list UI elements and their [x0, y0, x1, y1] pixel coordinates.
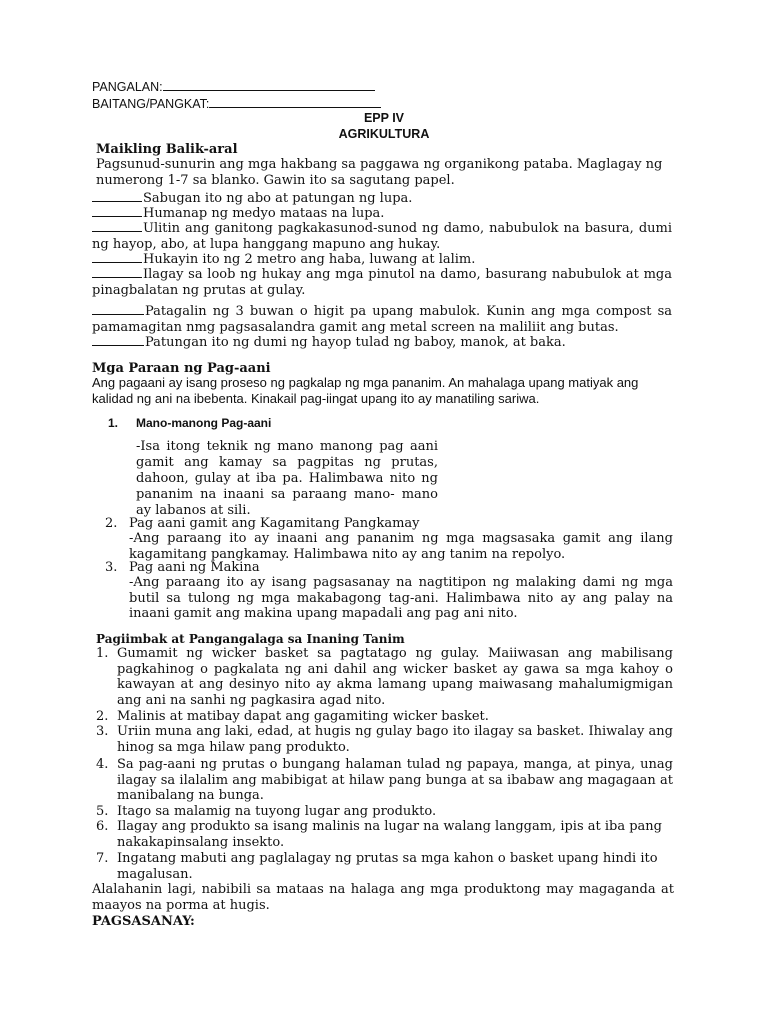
storage-item: Itago sa malamig na tuyong lugar ang produkto.: [117, 804, 437, 819]
storage-number: 5.: [96, 804, 109, 819]
storage-number: 2.: [96, 709, 109, 724]
review-item-text: Sabugan ito ng abo at patungan ng lupa.: [143, 191, 413, 206]
review-item: [92, 265, 672, 298]
review-item-text: Hukayin ito ng 2 metro ang haba, luwang at lalim.: [143, 252, 476, 267]
storage-number: 1.: [96, 646, 109, 661]
method-desc: -Ang paraang ito ay isang pagsasanay na nagtitipon ng malaking dami ng mga butil sa tulong ng mga makabagong tag-ani. Halimbawa nito ay ang palay na inaani gamit ang makina upang mapadali ang pag ani nito.: [129, 575, 673, 621]
storage-item: Ingatang mabuti ang paglalagay ng prutas sa mga kahon o basket upang hindi ito magalusan.: [117, 851, 658, 882]
harvest-title: Mga Paraan ng Pag-aani: [92, 361, 271, 376]
review-item: [92, 333, 682, 351]
topic-title: AGRIKULTURA: [338, 127, 430, 141]
review-item-text: Ilagay sa loob ng hukay ang mga pinutol na damo, basurang nabubulok at mga pinagbalatan ng prutas at gulay.: [92, 267, 672, 298]
storage-item: Ilagay ang produkto sa isang malinis na lugar na walang langgam, ipis at iba pang nakakapinsalang insekto.: [117, 819, 662, 850]
review-item-text: Patungan ito ng dumi ng hayop tulad ng baboy, manok, at baka.: [145, 335, 566, 350]
grade-field: [92, 95, 381, 111]
reminder-text: Alalahanin lagi, nabibili sa mataas na halaga ang mga produktong may magaganda at maayos na porma at hugis.: [92, 882, 674, 913]
review-item: [92, 219, 672, 252]
answer-blank[interactable]: [92, 265, 142, 278]
review-instruction: Pagsunud-sunurin ang mga hakbang sa paggawa ng organikong pataba. Maglagay ng numerong 1-7 sa blanko. Gawin ito sa sagutang papel.: [96, 157, 663, 188]
answer-blank[interactable]: [92, 333, 144, 346]
answer-blank[interactable]: [92, 219, 142, 232]
answer-blank[interactable]: [92, 250, 142, 263]
name-label: PANGALAN:: [92, 80, 163, 94]
review-item-text: Patagalin ng 3 buwan o higit pa upang mabulok. Kunin ang mga compost sa pamamagitan nmg pagsasalandra gamit ang metal screen na maliliit ang butas.: [92, 304, 672, 335]
method-name: Pag aani gamit ang Kagamitang Pangkamay: [129, 516, 420, 531]
grade-blank[interactable]: [209, 95, 381, 108]
storage-item: Sa pag-aani ng prutas o bungang halaman tulad ng papaya, manga, at pinya, unag ilagay sa ilalalim ang mabibigat at hilaw pang bunga at sa ibabaw ang magagaan at manibalang na bunga.: [117, 757, 673, 803]
review-item-text: Ulitin ang ganitong pagkakasunod-sunod ng damo, nabubulok na basura, dumi ng hayop, abo, at lupa hanggang mapuno ang hukay.: [92, 221, 672, 252]
review-item: [92, 302, 672, 335]
method-number: 2.: [105, 516, 118, 531]
name-blank[interactable]: [163, 78, 375, 91]
method-name: Pag aani ng Makina: [129, 560, 260, 575]
storage-item: Uriin muna ang laki, edad, at hugis ng gulay bago ito ilagay sa basket. Ihiwalay ang hinog sa mga hilaw pang produkto.: [117, 724, 673, 755]
answer-blank[interactable]: [92, 204, 142, 217]
answer-blank[interactable]: [92, 302, 144, 315]
grade-label: BAITANG/PANGKAT:: [92, 97, 210, 111]
storage-number: 6.: [96, 819, 109, 834]
harvest-intro: Ang pagaani ay isang proseso ng pagkalap ng mga pananim. An mahalaga upang matiyak ang kalidad ng ani na ibebenta. Kinakail pag-iingat upang ito ay manatiling sariwa.: [92, 375, 639, 406]
storage-item: Malinis at matibay dapat ang gagamiting wicker basket.: [117, 709, 489, 724]
name-field: [92, 78, 375, 94]
method-desc: -Isa itong teknik ng mano manong pag aani gamit ang kamay sa pagpitas ng prutas, dahoon, gulay at iba pa. Halimbawa nito ng pananim na inaani sa paraang mano- mano ay labanos at sili.: [136, 439, 438, 518]
answer-blank[interactable]: [92, 189, 142, 202]
storage-number: 4.: [96, 757, 109, 772]
storage-number: 7.: [96, 851, 109, 866]
storage-number: 3.: [96, 724, 109, 739]
review-item-text: Humanap ng medyo mataas na lupa.: [143, 206, 385, 221]
exercise-label: PAGSASANAY:: [92, 914, 195, 929]
method-number: 3.: [105, 560, 118, 575]
subject-title: EPP IV: [363, 111, 405, 125]
method-number: 1.: [108, 416, 119, 430]
storage-title: Pagiimbak at Pangangalaga sa Inaning Tanim: [96, 632, 405, 646]
storage-item: Gumamit ng wicker basket sa pagtatago ng gulay. Maiiwasan ang mabilisang pagkahinog o pagkalata ng ani dahil ang wicker basket ay gawa sa mga kahoy o kawayan at ang desinyo nito ay akma lamang upang maiwasang mahalumigmigan ang ani na sanhi ng pagkasira agad nito.: [117, 646, 673, 708]
method-name: Mano-manong Pag-aani: [136, 416, 272, 430]
method-desc: -Ang paraang ito ay inaani ang pananim ng mga magsasaka gamit ang ilang kagamitang pangkamay. Halimbawa nito ay ang tanim na repolyo.: [129, 531, 673, 562]
review-title: Maikling Balik-aral: [96, 142, 238, 157]
